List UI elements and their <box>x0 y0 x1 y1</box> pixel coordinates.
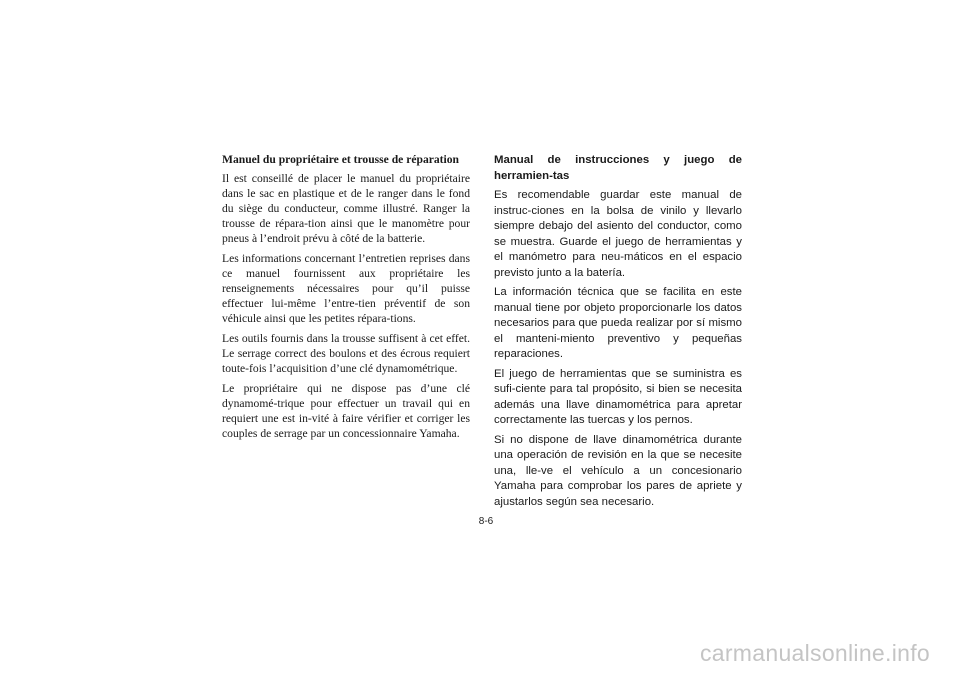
french-paragraph-1: Il est conseillé de placer le manuel du propriétaire dans le sac en plastique et de le ranger dans le fond du siège du conducteur, comme illustré. Ranger la trousse de répara-tion ainsi que le manomètre pour pneus à l’endroit prévu à côté de la batterie. <box>222 172 470 245</box>
spanish-paragraph-2: La información técnica que se facilita en este manual tiene por objeto proporcionarle los datos necesarios para que pueda realizar por sí mismo el manteni-miento preventivo y pequeñas reparaciones. <box>494 286 742 360</box>
french-paragraph-2: Les informations concernant l’entretien reprises dans ce manuel fournissent aux propriétaire les renseignements nécessaires pour qu’il puisse effectuer lui-même l’entre-tien préventif de son véhicule ainsi que les petites répara-tions. <box>222 252 470 325</box>
spanish-heading: Manual de instrucciones y juego de herramien-tas <box>494 154 742 182</box>
french-heading: Manuel du propriétaire et trousse de réparation <box>222 153 460 166</box>
french-paragraph-4: Le propriétaire qui ne dispose pas d’une clé dynamomé-trique pour effectuer un travail qui en requiert une est in-vité à faire vérifier et corriger les couples de serrage par un concessionnaire Yamaha. <box>222 382 470 440</box>
french-column <box>222 152 470 446</box>
spanish-column <box>494 153 742 514</box>
french-paragraph-3: Les outils fournis dans la trousse suffisent à cet effet. Le serrage correct des boulons et des écrous requiert toute-fois l’acquisition d’une clé dynamométrique. <box>222 332 470 375</box>
spanish-paragraph-1: Es recomendable guardar este manual de instruc-ciones en la bolsa de vinilo y llevarlo siempre debajo del asiento del conductor, como se muestra. Guarde el juego de herramientas y el manómetro para neu-máticos en el espacio previsto junto a la batería. <box>494 189 742 279</box>
page-number: 8-6 <box>478 516 494 527</box>
spanish-paragraph-3: El juego de herramientas que se suministra es sufi-ciente para tal propósito, si bien se necesita además una llave dinamométrica para apretar correctamente las tuercas y los pernos. <box>494 367 742 426</box>
spanish-paragraph-4: Si no dispone de llave dinamométrica durante una operación de revisión en la que se necesite una, lle-ve el vehículo a un concesionario Yamaha para comprobar los pares de apriete y ajustarlos según sea necesario. <box>494 433 742 508</box>
watermark: carmanualsonline.info <box>699 640 930 666</box>
